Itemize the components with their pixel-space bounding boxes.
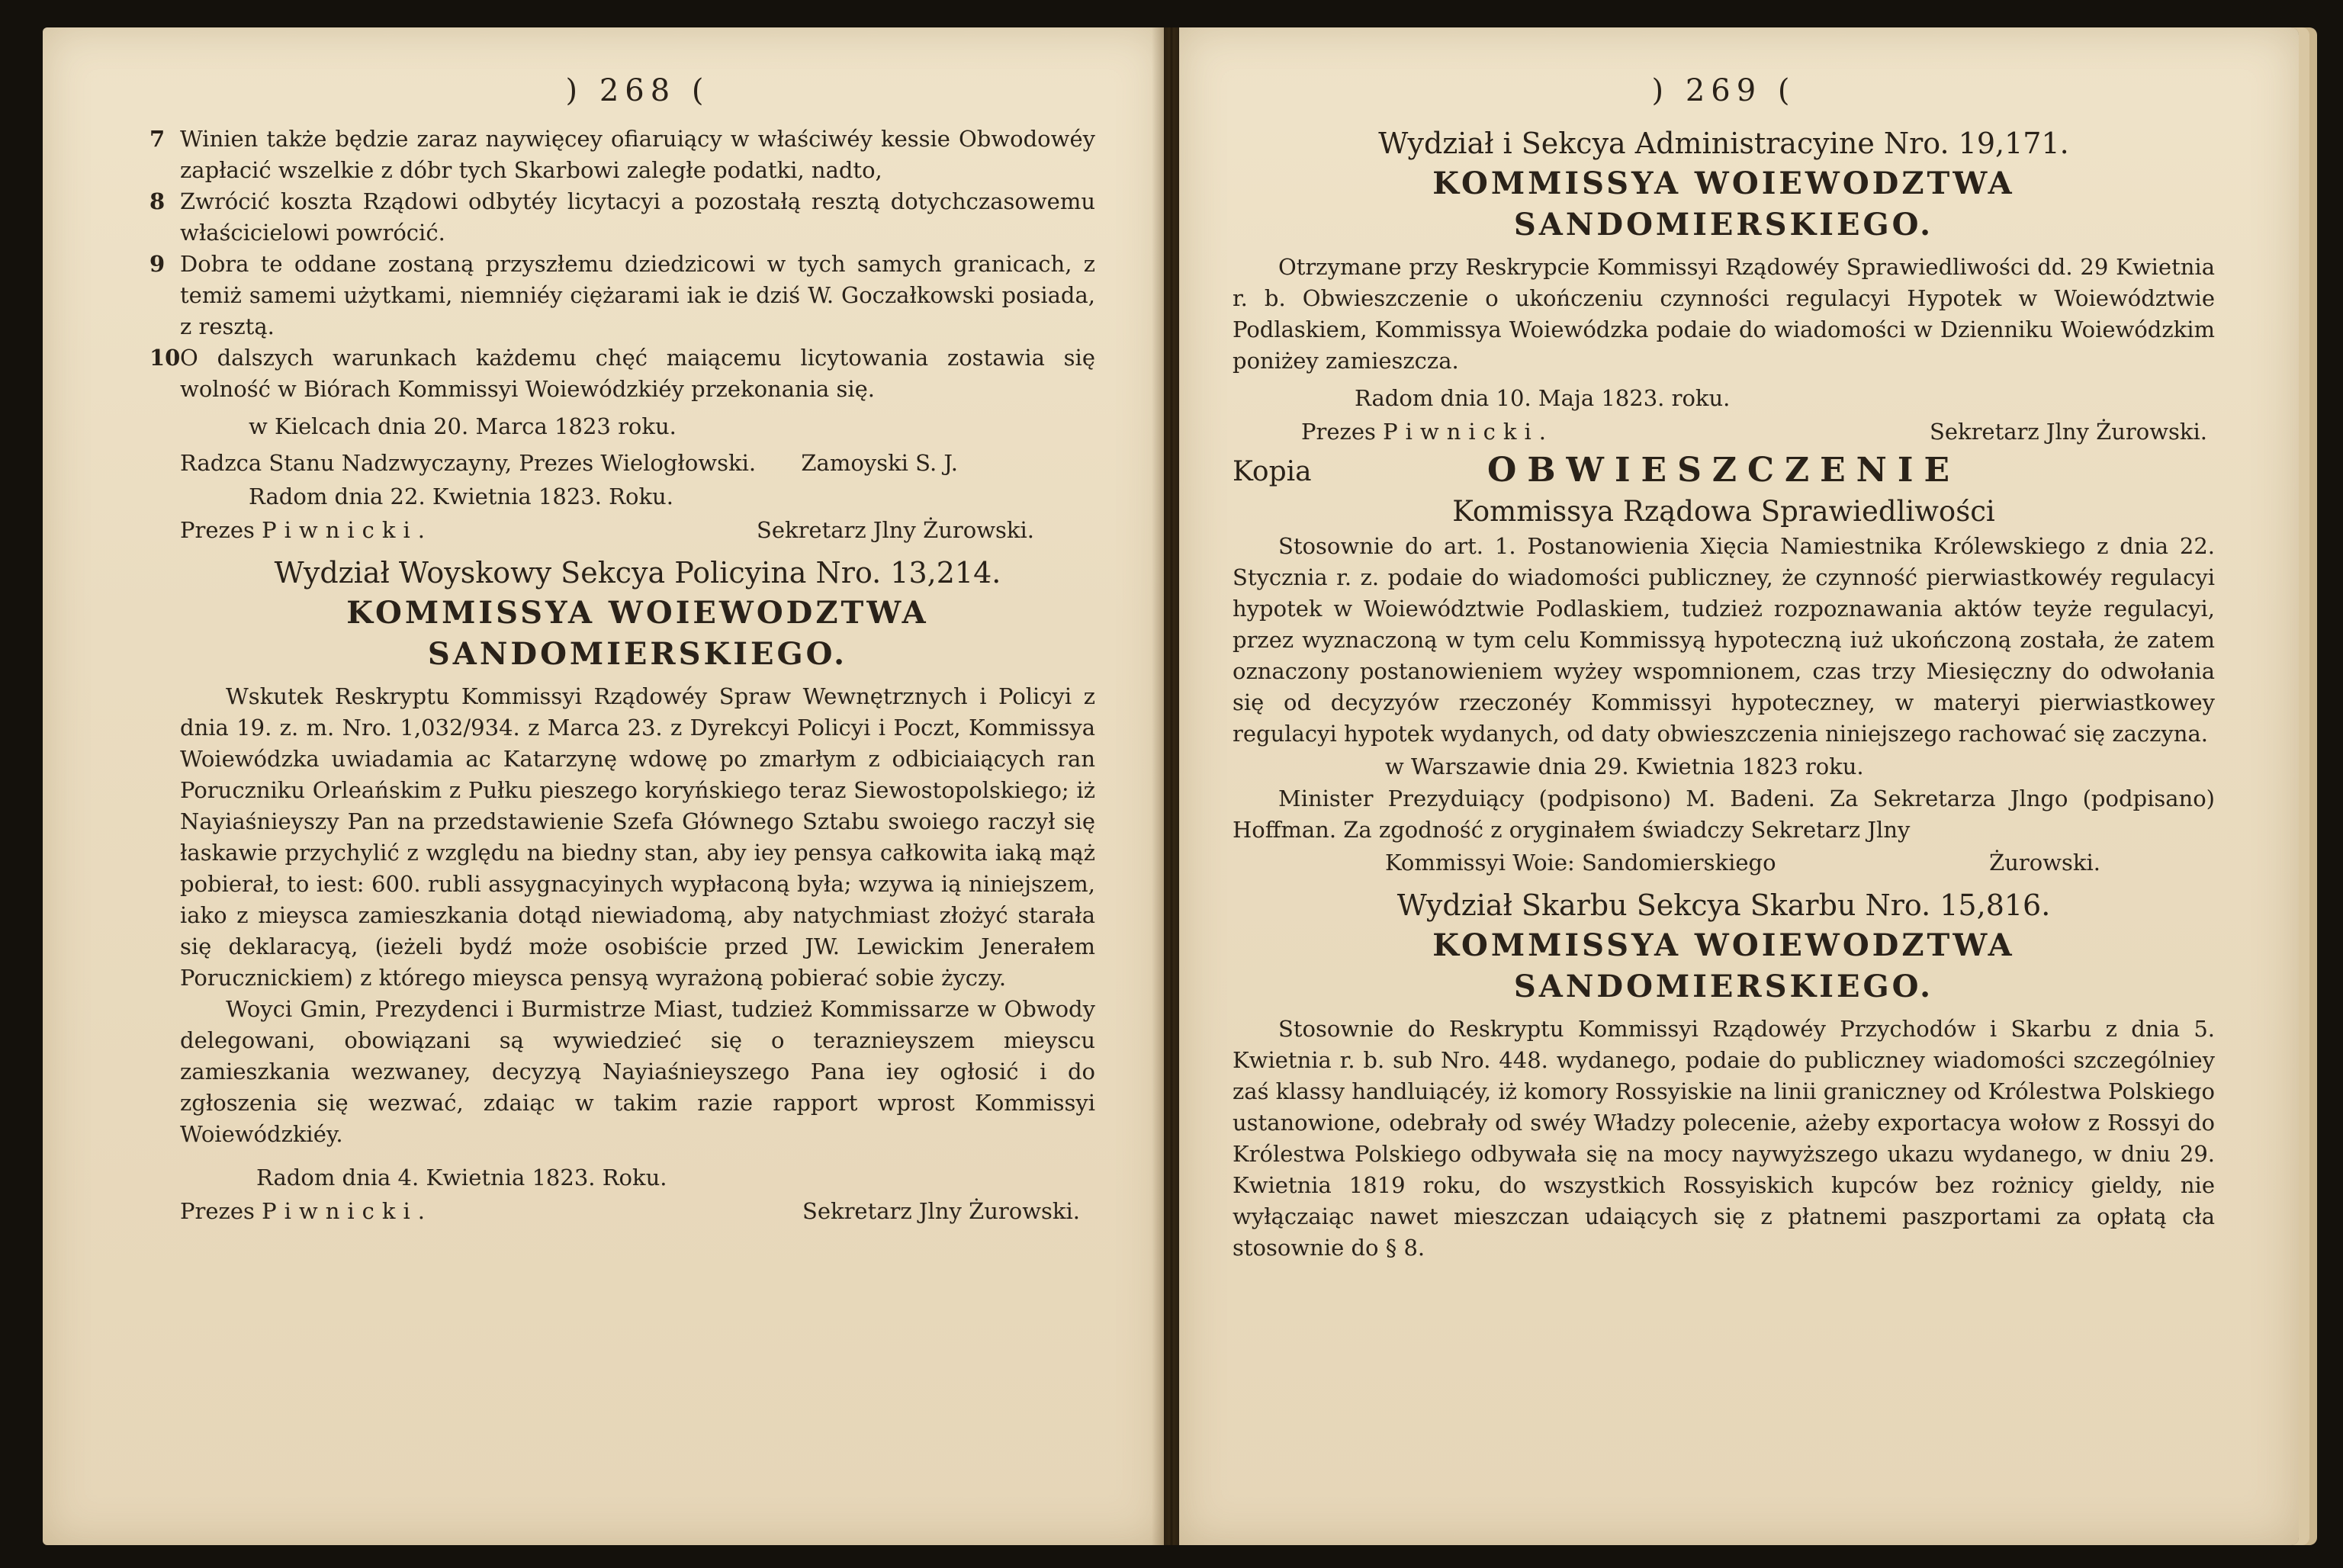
signature-row — [180, 513, 1095, 547]
obwieszczenie-subheading: Kommissya Rządowa Sprawiedliwości — [1452, 495, 1995, 528]
item-number: 9 — [149, 251, 166, 277]
signature-right: Sekretarz Jlny Żurowski. — [756, 517, 1034, 543]
signature-left — [180, 1194, 432, 1228]
body-paragraph: Stosownie do Reskryptu Kommissyi Rządowéy Przychodów i Skarbu z dnia 5. Kwietnia r. b. sub Nro. 448. wydanego, podaie do publiczney wiadomości szczególniey zaś klassy handluiącéy, iż komory Rossyiskie na linii graniczney od Królestwa Polskiego ustanowione, odebrały od swéy Władzy polecenie, ażeby exportacya wołow z Rossyi do Królestwa Polskiego odbywała się na mocy naywyższego ukazu wydanego, w dniu 29. Kwietnia 1819 roku, do wszystkich Rossyiskich kupców bez rożnicy gieldy, nie wyłączaiąc nawet mieszczan udaiących się z płatnemi paszportami za opłatą cła stosownie do § 8. — [1233, 1016, 2215, 1261]
item-number: 8 — [149, 188, 166, 214]
item-number: 7 — [149, 126, 166, 152]
body-paragraph: Otrzymane przy Reskrypcie Kommissyi Rządowéy Sprawiedliwości dd. 29 Kwietnia r. b. Obwieszczenie o ukończeniu czynności regulacyi Hypotek w Woiewództwie Podlaskiem, Kommissya Woiewódzka podaie do wiadomości w Dzienniku Woiewódzkim poniżey zamieszcza. — [1233, 254, 2215, 374]
list-item — [149, 342, 1095, 405]
date-line: Radom dnia 10. Maja 1823. roku. — [1355, 385, 1731, 411]
list-item — [149, 124, 1095, 186]
date-line: w Warszawie dnia 29. Kwietnia 1823 roku. — [1385, 753, 1864, 779]
kopia-label: Kopia — [1233, 456, 1312, 487]
signature-name: Piwnicki. — [1383, 419, 1554, 445]
section-heading: Wydział i Sekcya Administracyine Nro. 19,171. — [1378, 127, 2069, 160]
signature-left: Radzca Stanu Nadzwyczayny, Prezes Wielogłowski. — [180, 450, 757, 476]
signature-label: Prezes — [180, 1198, 255, 1224]
page-number-left: ) 268 ( — [565, 73, 710, 108]
page-number-right: ) 269 ( — [1651, 73, 1796, 108]
signature-row — [180, 1194, 1095, 1228]
signature-left: Kommissyi Woie: Sandomierskiego — [1385, 850, 1776, 876]
item-text: Zwrócić koszta Rządowi odbytéy licytacyi a pozostałą resztą dotychczasowemu właścicielowi powrócić. — [180, 188, 1095, 246]
item-text: Dobra te oddane zostaną przyszłemu dziedzicowi w tych samych granicach, z temiż samemi użytkami, niemniéy ciężarami iak ie dziś W. Goczałkowski posiada, z resztą. — [180, 251, 1095, 339]
signature-row — [1233, 846, 2215, 879]
date-line: Radom dnia 4. Kwietnia 1823. Roku. — [256, 1165, 667, 1190]
signature-left — [180, 513, 432, 547]
signature-name: Piwnicki. — [262, 517, 432, 543]
item-text: O dalszych warunkach każdemu chęć maiącemu licytowania zostawia się wolność w Biórach Kommissyi Woiewódzkiéy przekonania się. — [180, 345, 1095, 402]
left-page-content — [149, 73, 1095, 1228]
body-paragraph: Woyci Gmin, Prezydenci i Burmistrze Miast, tudzież Kommissarze w Obwody delegowani, obowiązani są wywiedzieć się o teraznieyszem mieyscu zamieszkania wezwaney, decyzyą Nayiaśnieyszego Pana iey ogłosić i do zgłoszenia się wezwać, zdaiąc w takim razie rapport wprost Kommissyi Woiewódzkiéy. — [180, 996, 1095, 1147]
obwieszczenie-heading: OBWIESZCZENIE — [1487, 451, 1960, 490]
list-item — [149, 249, 1095, 342]
item-number: 10 — [149, 345, 181, 371]
commission-heading: KOMMISSYA WOIEWODZTWA SANDOMIERSKIEGO. — [1432, 927, 2015, 1004]
signature-right: Sekretarz Jlny Żurowski. — [802, 1198, 1080, 1224]
left-page — [43, 27, 1164, 1545]
commission-heading: KOMMISSYA WOIEWODZTWA SANDOMIERSKIEGO. — [1432, 165, 2015, 243]
body-paragraph: Minister Prezyduiący (podpisono) M. Badeni. Za Sekretarza Jlngo (podpisano) Hoffman. Za zgodność z oryginałem świadczy Sekretarz Jlny — [1233, 786, 2215, 843]
commission-heading: KOMMISSYA WOIEWODZTWA SANDOMIERSKIEGO. — [346, 595, 929, 672]
date-line: Radom dnia 22. Kwietnia 1823. Roku. — [249, 484, 673, 509]
signature-right: Sekretarz Jlny Żurowski. — [1929, 419, 2207, 445]
right-page — [1179, 27, 2299, 1545]
signature-label: Prezes — [180, 517, 255, 543]
right-page-content — [1233, 73, 2215, 1264]
section-heading: Wydział Skarbu Sekcya Skarbu Nro. 15,816. — [1396, 888, 2051, 922]
section-heading: Wydział Woyskowy Sekcya Policyina Nro. 13,214. — [274, 556, 1001, 590]
signature-label: Prezes — [1301, 419, 1376, 445]
signature-right: Zamoyski S. J. — [801, 450, 958, 476]
list-item — [149, 186, 1095, 249]
date-line: w Kielcach dnia 20. Marca 1823 roku. — [249, 413, 677, 439]
signature-row — [180, 446, 1095, 480]
kopia-block — [1233, 448, 2215, 531]
item-text: Winien także będzie zaraz naywięcey ofiaruiący w właściwéy kessie Obwodowéy zapłacić wszelkie z dóbr tych Skarbowi zaległe podatki, nadto, — [180, 126, 1095, 183]
signature-name: Piwnicki. — [262, 1198, 432, 1224]
signature-row — [1233, 415, 2215, 448]
body-paragraph: Wskutek Reskryptu Kommissyi Rządowéy Spraw Wewnętrznych i Policyi z dnia 19. z. m. Nro. 1,032/934. z Marca 23. z Dyrekcyi Policyi i Poczt, Kommissya Woiewódzka uwiadamia ac Katarzynę wdowę po zmarłym z odbiciaiących ran Poruczniku Orleańskim z Pułku pieszego koryńskiego teraz Siewostopolskiego; iż Nayiaśnieyszy Pan na przedstawienie Szefa Głównego Sztabu swoiego raczył się łaskawie przychylić z względu na biedny stan, aby iey pensya całkowita iaką mąż pobierał, to iest: 600. rubli assygnacyinych wypłaconą była; wzywa ią niniejszem, iako z mieysca zamieszkania dotąd niewiadomą, aby natychmiast złożyć starała się deklaracyą, (ieżeli bydź może osobiście przed JW. Lewickim Jenerałem Porucznickiem) z którego mieysca pensyą wyrażoną pobierać sobie życzy. — [180, 683, 1095, 991]
signature-right: Żurowski. — [1989, 850, 2100, 876]
signature-left — [1301, 415, 1554, 448]
body-paragraph: Stosownie do art. 1. Postanowienia Xięcia Namiestnika Królewskiego z dnia 22. Stycznia r. z. podaie do wiadomości publiczney, że czynność pierwiastkowéy regulacyi hypotek w Woiewództwie Podlaskiem, tudzież rozpoznawania aktów teyże regulacyi, przez wyznaczoną w tym celu Kommissyą hypoteczną iuż ukończoną została, że zatem oznaczony postanowieniem wyżey wspomnionem, czas trzy Miesięczny do odwołania się od decyzyów rzeczonéy Kommissyi hypoteczney, w materyi pierwiastkowey regulacyi hypotek wydanych, od daty obwieszczenia niniejszego rachować się zaczyna. — [1233, 533, 2215, 747]
